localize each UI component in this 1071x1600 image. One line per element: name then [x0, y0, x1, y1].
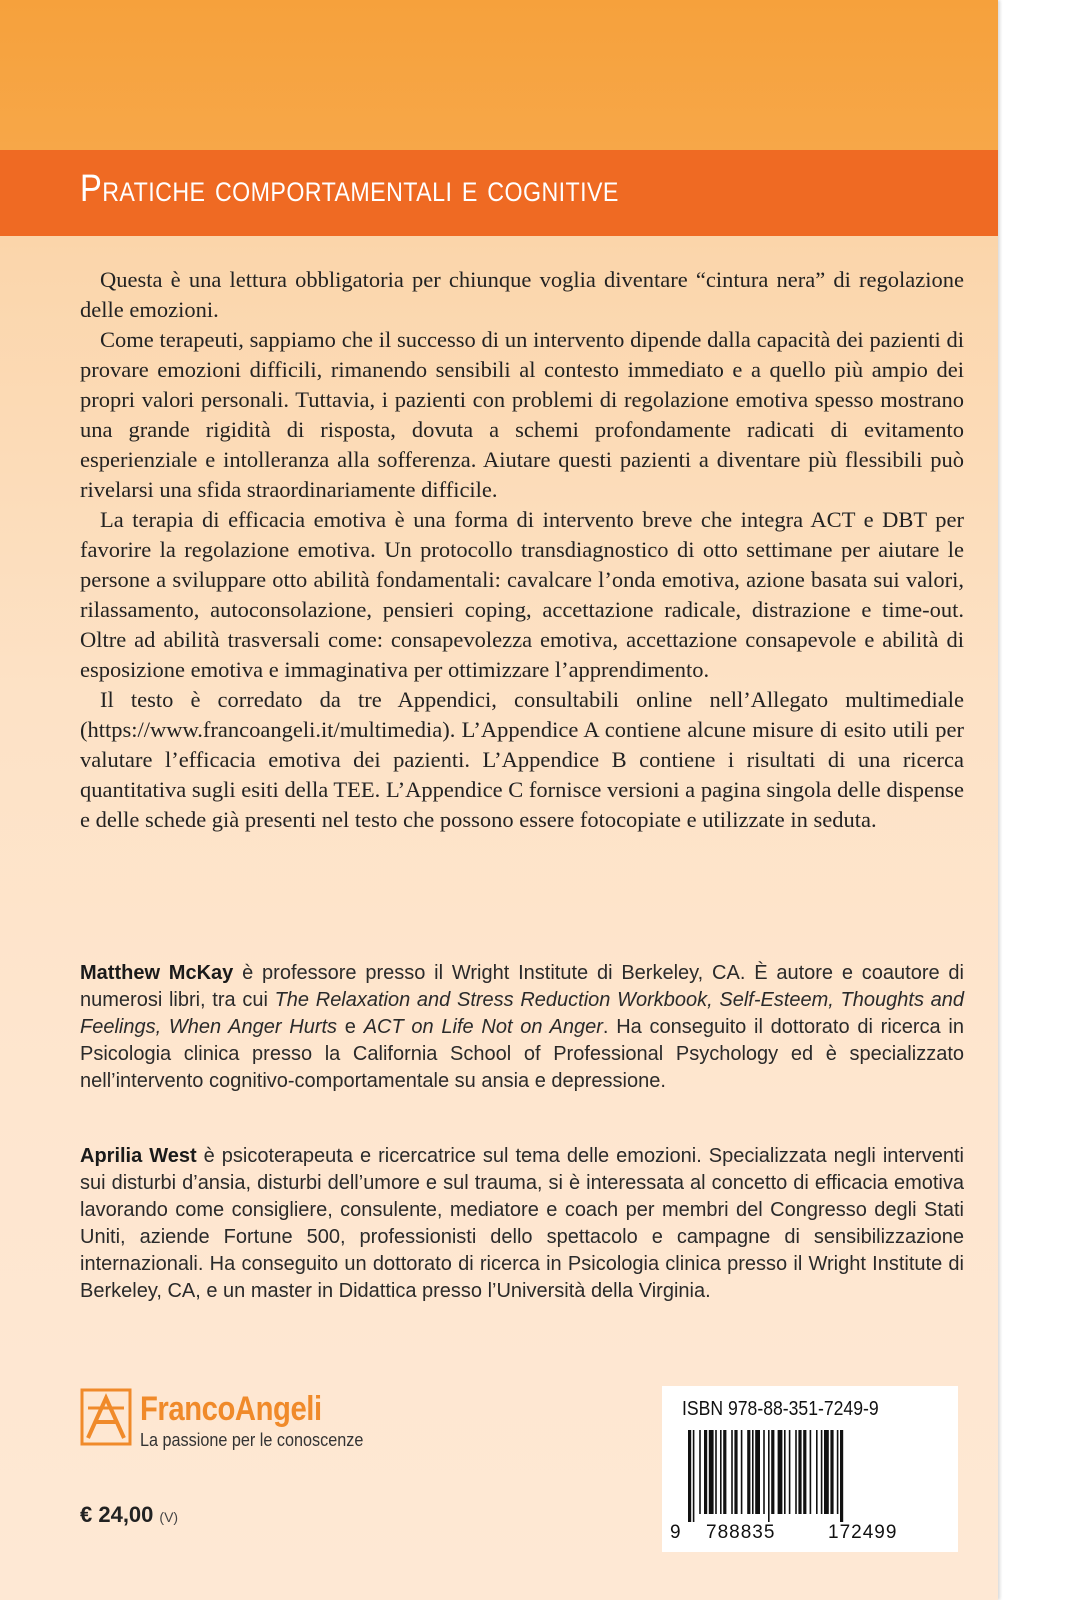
isbn-barcode-box	[662, 1386, 958, 1552]
author-name: Matthew McKay	[80, 962, 234, 984]
publisher-tagline: La passione per le conoscenze	[140, 1430, 364, 1450]
description-paragraph: Il testo è corredato da tre Appendici, consultabili online nell’Allegato multimediale (https://www.francoangeli.it/multimedia). L’Appendice A contiene alcune misure di esito utili per valutare l’efficacia emotiva dei pazienti. L’Appendice B contiene i risultati di una ricerca quantitativa sugli esiti della TEE. L’Appendice C fornisce versioni a pagina singola delle dispense e delle schede già presenti nel testo che possono essere fotocopiate e utilizzate in seduta.	[80, 687, 964, 832]
ean-digits	[662, 1522, 958, 1546]
price	[80, 1502, 178, 1528]
francoangeli-mark-icon	[80, 1388, 132, 1446]
ean-right-group: 172499	[828, 1522, 898, 1543]
vat-mark: (V)	[159, 1509, 179, 1525]
ean-left-group: 788835	[706, 1522, 776, 1543]
publisher-name: FrancoAngeli	[140, 1390, 322, 1428]
top-color-band	[0, 0, 998, 150]
description-paragraph: Questa è una lettura obbligatoria per chiunque voglia diventare “cintura nera” di regolazione delle emozioni.	[80, 267, 964, 322]
description-paragraph: La terapia di efficacia emotiva è una forma di intervento breve che integra ACT e DBT per favorire la regolazione emotiva. Un protocollo transdiagnostico di otto settimane per aiutare le persone a sviluppare otto abilità fondamentali: cavalcare l’onda emotiva, azione basata sui valori, rilassamento, autoconsolazione, pensieri coping, accettazione radicale, distrazione e time-out. Oltre ad abilità trasversali come: consapevolezza emotiva, accettazione consapevole e abilità di esposizione emotiva e immaginativa per ottimizzare l’apprendimento.	[80, 507, 964, 682]
description-paragraph: Come terapeuti, sappiamo che il successo di un intervento dipende dalla capacità dei pazienti di provare emozioni difficili, rimanendo sensibili al contesto immediato e a quello più ampio dei propri valori personali. Tuttavia, i pazienti con problemi di regolazione emotiva spesso mostrano una grande rigidità di risposta, dovuta a schemi profondamente radicati di evitamento esperienziale e intolleranza alla sofferenza. Aiutare questi pazienti a diventare più flessibili può rivelarsi una sfida straordinariamente difficile.	[80, 327, 964, 502]
series-title: Pratiche comportamentali e cognitive	[80, 168, 619, 210]
author-bio-west	[80, 1143, 964, 1305]
bio-text: e	[337, 1016, 364, 1038]
bio-text: è professore presso il Wright Institute di Berkeley, CA. È autore e coautore di numerosi libri, tra cui	[80, 962, 965, 1011]
author-bio-mckay	[80, 960, 964, 1095]
author-name: Aprilia West	[80, 1145, 197, 1167]
publisher-logo	[80, 1388, 410, 1458]
ean-first-digit: 9	[670, 1522, 682, 1543]
book-title: ACT on Life Not on Anger	[363, 1016, 603, 1038]
barcode-icon	[688, 1430, 936, 1522]
book-description	[80, 265, 964, 835]
bio-text: è psicoterapeuta e ricercatrice sul tema delle emozioni. Specializzata negli interventi sui disturbi d’ansia, disturbi dell’umore e sul trauma, si è interessata al concetto di efficacia emotiva lavorando come consigliere, consulente, mediatore e coach per membri del Congresso degli Stati Uniti, aziende Fortune 500, professionisti dello spettacolo e campagne di sensibilizzazione internazionali. Ha conseguito un dottorato di ricerca in Psicologia clinica presso il Wright Institute di Berkeley, CA, e un master in Didattica presso l’Università della Virginia.	[80, 1145, 964, 1302]
price-amount: € 24,00	[80, 1502, 154, 1527]
bio-text: . Ha conseguito il dottorato di ricerca in Psicologia clinica presso la California School of Professional Psychology ed è specializzato nell’intervento cognitivo-comportamentale su ansia e depressione.	[80, 1016, 964, 1092]
isbn-label: ISBN 978-88-351-7249-9	[682, 1398, 879, 1420]
book-titles: The Relaxation and Stress Reduction Workbook, Self-Esteem, Thoughts and Feelings, When Anger Hurts	[80, 989, 964, 1038]
